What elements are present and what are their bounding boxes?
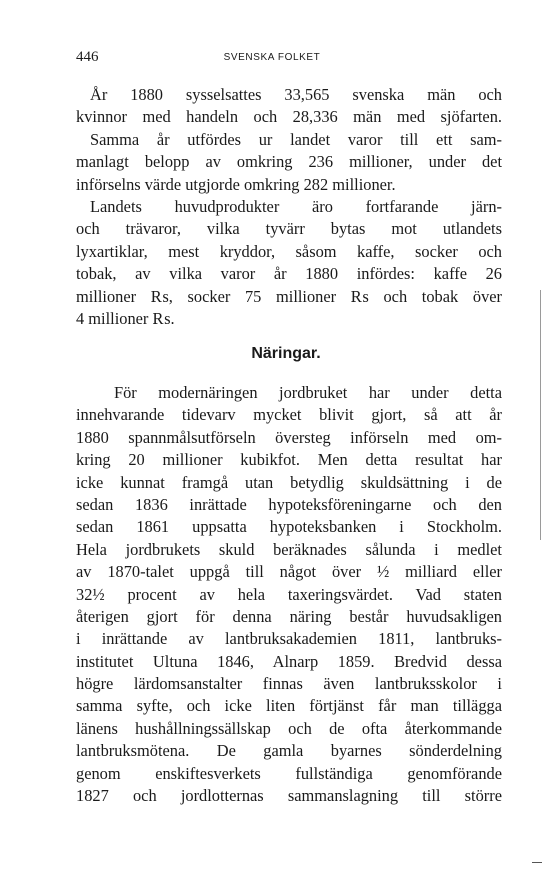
paragraph-naringar [76, 382, 502, 807]
text-line: högre lärdomsanstalter finnas även lantbruksskolor i [76, 674, 502, 694]
running-head: SVENSKA FOLKET [223, 52, 321, 63]
text-line: av 1870-talet uppgå till något över ½ milliard eller [76, 562, 502, 582]
text-line: manlagt belopp av omkring 236 millioner, under det [76, 152, 502, 172]
text-line: År 1880 sysselsattes 33,565 svenska män och [90, 85, 502, 104]
text-line: lantbruksmötena. De gamla byarnes sönderdelning [76, 741, 502, 761]
text-line: tobak, av vilka varor år 1880 infördes: kaffe 26 [76, 264, 502, 284]
text-line: i inrättande av lantbruksakademien 1811, lantbruks- [76, 629, 502, 649]
scan-edge-mark [532, 862, 542, 863]
text-line: införselns värde utgjorde omkring 282 millioner. [76, 174, 396, 194]
paragraph-trade [76, 84, 502, 330]
text-line: icke kunnat framgå utan betydlig skuldsättning i de [76, 472, 502, 492]
text-line: samma syfte, och icke liten förtjänst får man tillägga [76, 696, 502, 716]
text-line: återigen gjort för denna näring består huvudsakligen [76, 606, 502, 626]
text-line: sedan 1836 inrättade hypoteksföreningarne och den [76, 494, 502, 514]
text-line: 1827 och jordlotternas sammanslagning till större [76, 786, 502, 806]
page-number: 446 [76, 49, 99, 65]
text-line: Hela jordbrukets skuld beräknades sålunda i medlet [76, 539, 502, 559]
text-line: millioner ₨, socker 75 millioner ₨ och tobak över [76, 286, 502, 306]
text-line: institutet Ultuna 1846, Alnarp 1859. Bredvid dessa [76, 651, 502, 671]
text-line: 32½ procent av hela taxeringsvärdet. Vad staten [76, 584, 502, 604]
text-line: Samma år utfördes ur landet varor till ett sam- [90, 129, 502, 149]
text-line: genom enskiftesverkets fullständiga genomförande [76, 763, 502, 783]
text-line: För modernäringen jordbruket har under detta [114, 383, 502, 402]
text-line: länens hushållningssällskap och de ofta återkommande [76, 718, 502, 738]
section-heading: Näringar. [251, 345, 321, 362]
text-line: sedan 1861 uppsatta hypoteksbanken i Stockholm. [76, 517, 502, 537]
text-line: Landets huvudprodukter äro fortfarande järn- [90, 196, 502, 216]
text-line: innehvarande tidevarv mycket blivit gjort, så att år [76, 405, 502, 425]
text-line: 4 millioner ₨. [76, 308, 175, 328]
text-line: kring 20 millioner kubikfot. Men detta resultat har [76, 450, 502, 470]
text-line: lyxartiklar, mest kryddor, såsom kaffe, socker och [76, 241, 502, 261]
text-line: och trävaror, vilka tyvärr bytas mot utlandets [76, 219, 502, 239]
text-line: 1880 spannmålsutförseln översteg införseln med om- [76, 427, 502, 447]
scan-edge-line [540, 290, 541, 540]
text-line: kvinnor med handeln och 28,336 män med sjöfarten. [76, 107, 502, 127]
